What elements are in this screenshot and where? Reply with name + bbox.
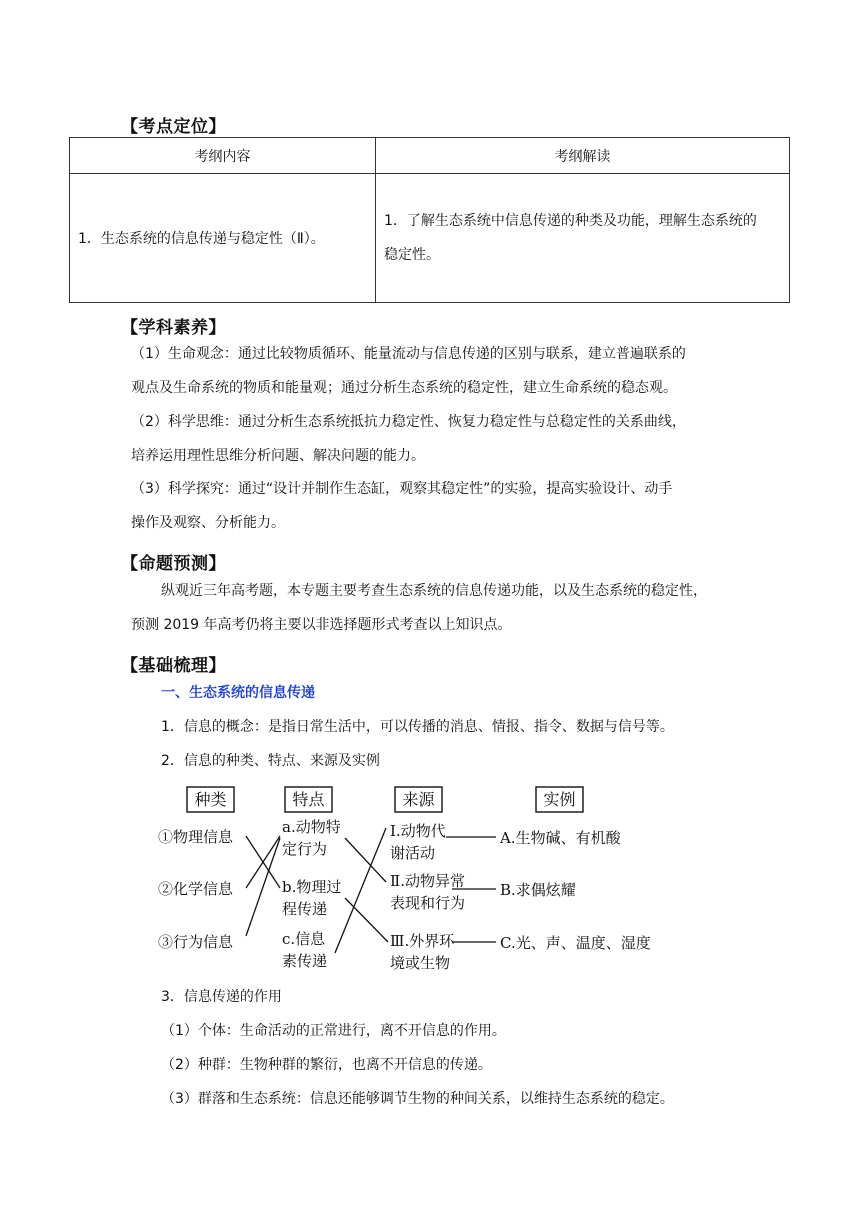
table-header-interpretation: 考纲解读	[376, 138, 790, 174]
section-heading-yuce: 【命题预测】	[121, 554, 226, 574]
section-heading-jichu: 【基础梳理】	[121, 656, 226, 676]
type-behavior: ③行为信息	[158, 933, 234, 951]
suyang-p2-line1: （2）科学思维：通过分析生态系统抵抗力稳定性、恢复力稳定性与总稳定性的关系曲线，	[131, 414, 686, 430]
jichu-item3-1: （1）个体：生命活动的正常进行，离不开信息的作用。	[161, 1023, 506, 1039]
source-I-line2: 谢活动	[390, 844, 436, 862]
feature-c-line1: c.信息	[282, 930, 326, 948]
header-feature: 特点	[292, 790, 325, 809]
example-B: B.求偶炫耀	[500, 881, 576, 899]
source-III-line2: 境或生物	[390, 954, 451, 972]
section-heading-suyang: 【学科素养】	[121, 318, 226, 338]
info-type-diagram	[150, 778, 670, 978]
example-C: C.光、声、温度、湿度	[500, 934, 651, 952]
connector-b-III	[345, 898, 388, 942]
connector-behavior-a	[246, 838, 280, 936]
yuce-line2: 预测 2019 年高考仍将主要以非选择题形式考查以上知识点。	[131, 617, 512, 633]
interpretation-line-1: 1．了解生态系统中信息传递的种类及功能，理解生态系统的	[384, 213, 757, 229]
feature-c-line2: 素传递	[282, 952, 328, 970]
jichu-item3-2: （2）种群：生物种群的繁衍，也离不开信息的传递。	[161, 1057, 492, 1073]
connector-c-I	[335, 828, 386, 953]
table-cell-content: 1．生态系统的信息传递与稳定性（Ⅱ）。	[70, 174, 376, 303]
yuce-line1: 纵观近三年高考题，本专题主要考查生态系统的信息传递功能，以及生态系统的稳定性，	[161, 583, 707, 599]
outline-table	[69, 137, 790, 303]
source-I-line1: Ⅰ.动物代	[390, 822, 446, 840]
jichu-item3-3: （3）群落和生态系统：信息还能够调节生物的种间关系，以维持生态系统的稳定。	[161, 1091, 674, 1107]
suyang-p1-line1: （1）生命观念：通过比较物质循环、能量流动与信息传递的区别与联系，建立普遍联系的	[131, 346, 686, 362]
header-example: 实例	[543, 790, 576, 809]
feature-a-line2: 定行为	[282, 840, 328, 858]
source-III-line1: Ⅲ.外界环	[390, 932, 455, 950]
type-physical: ①物理信息	[158, 828, 234, 846]
header-source: 来源	[402, 790, 435, 809]
type-chemical: ②化学信息	[158, 880, 234, 898]
suyang-p3-line1: （3）科学探究：通过“设计并制作生态缸，观察其稳定性”的实验，提高实验设计、动手	[131, 481, 673, 497]
source-II-line2: 表现和行为	[390, 894, 466, 912]
suyang-p2-line2: 培养运用理性思维分析问题、解决问题的能力。	[131, 448, 425, 464]
table-cell-interpretation	[376, 174, 790, 303]
interpretation-line-2: 稳定性。	[384, 247, 440, 263]
jichu-item2: 2．信息的种类、特点、来源及实例	[161, 753, 380, 769]
table-header-content: 考纲内容	[70, 138, 376, 174]
section-heading-kaodian: 【考点定位】	[121, 117, 226, 137]
feature-a-line1: a.动物特	[282, 818, 341, 836]
jichu-item3: 3．信息传递的作用	[161, 989, 282, 1005]
subheading-info-transfer: 一、生态系统的信息传递	[161, 685, 315, 701]
source-II-line1: Ⅱ.动物异常	[390, 872, 465, 890]
header-type: 种类	[194, 790, 227, 809]
example-A: A.生物碱、有机酸	[500, 829, 621, 847]
feature-b-line1: b.物理过	[282, 878, 342, 896]
feature-b-line2: 程传递	[282, 900, 328, 918]
suyang-p3-line2: 操作及观察、分析能力。	[131, 515, 285, 531]
suyang-p1-line2: 观点及生命系统的物质和能量观；通过分析生态系统的稳定性，建立生命系统的稳态观。	[131, 380, 677, 396]
jichu-item1: 1．信息的概念：是指日常生活中，可以传播的消息、情报、指令、数据与信号等。	[161, 719, 674, 735]
